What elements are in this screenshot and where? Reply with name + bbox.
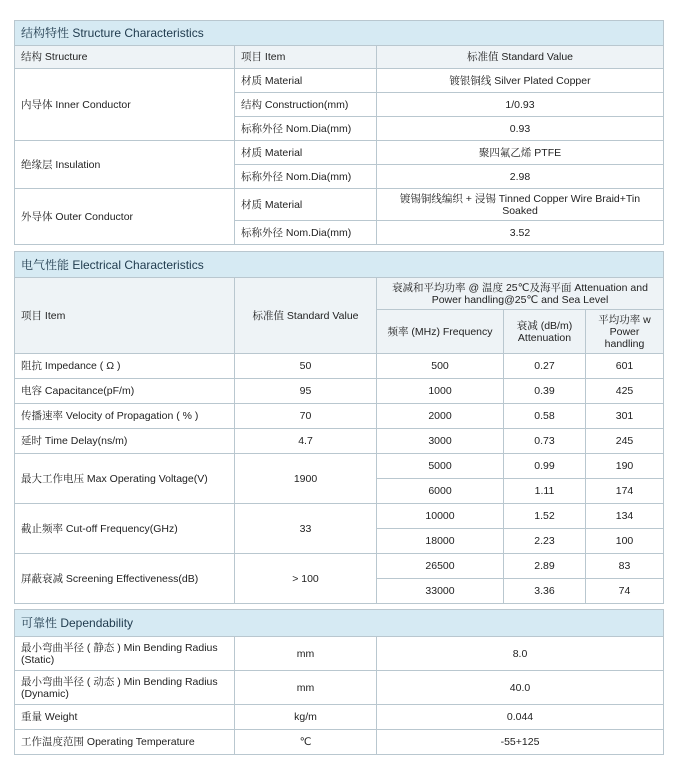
attenuation-cell: 0.73 [504,429,586,454]
item-label: 材质 Material [235,69,377,93]
param-value: 4.7 [235,429,377,454]
attenuation-cell: 2.23 [504,529,586,554]
param-value: > 100 [235,554,377,604]
item-value: 3.52 [377,221,664,245]
electrical-table [14,251,664,604]
attenuation-cell: 0.27 [504,354,586,379]
power-cell: 245 [586,429,664,454]
header-power-handling: 平均功率 w Power handling [586,310,664,354]
dependability-item: 最小弯曲半径 ( 静态 ) Min Bending Radius (Static) [15,637,235,671]
item-label: 材质 Material [235,189,377,221]
power-cell: 74 [586,579,664,604]
dependability-value: 40.0 [377,671,664,705]
param-name: 最大工作电压 Max Operating Voltage(V) [15,454,235,504]
freq-cell: 18000 [377,529,504,554]
attenuation-cell: 0.99 [504,454,586,479]
param-value: 70 [235,404,377,429]
param-value: 1900 [235,454,377,504]
item-label: 标称外径 Nom.Dia(mm) [235,117,377,141]
param-name: 屏蔽衰减 Screening Effectiveness(dB) [15,554,235,604]
power-cell: 301 [586,404,664,429]
power-cell: 190 [586,454,664,479]
attenuation-cell: 0.58 [504,404,586,429]
freq-cell: 10000 [377,504,504,529]
freq-cell: 5000 [377,454,504,479]
dependability-value: 8.0 [377,637,664,671]
param-name: 阻抗 Impedance ( Ω ) [15,354,235,379]
item-value: 镀锡铜线编织 + 浸锡 Tinned Copper Wire Braid+Tin Soaked [377,189,664,221]
item-value: 2.98 [377,165,664,189]
item-label: 材质 Material [235,141,377,165]
header-structure: 结构 Structure [15,46,235,69]
freq-cell: 500 [377,354,504,379]
power-cell: 134 [586,504,664,529]
dependability-unit: kg/m [235,705,377,730]
attenuation-cell: 2.89 [504,554,586,579]
header-standard-value: 标准值 Standard Value [235,278,377,354]
dependability-item: 重量 Weight [15,705,235,730]
dependability-unit: ℃ [235,730,377,755]
power-cell: 83 [586,554,664,579]
dependability-table [14,609,664,755]
power-cell: 601 [586,354,664,379]
item-value: 镀银铜线 Silver Plated Copper [377,69,664,93]
header-attenuation-power: 衰减和平均功率 @ 温度 25℃及海平面 Attenuation and Power handling@25℃ and Sea Level [377,278,664,310]
power-cell: 174 [586,479,664,504]
power-cell: 425 [586,379,664,404]
dependability-item: 工作温度范围 Operating Temperature [15,730,235,755]
header-attenuation: 衰减 (dB/m) Attenuation [504,310,586,354]
param-value: 50 [235,354,377,379]
item-label: 标称外径 Nom.Dia(mm) [235,221,377,245]
attenuation-cell: 1.52 [504,504,586,529]
param-value: 95 [235,379,377,404]
item-label: 标称外径 Nom.Dia(mm) [235,165,377,189]
param-value: 33 [235,504,377,554]
group-inner-conductor: 内导体 Inner Conductor [15,69,235,141]
freq-cell: 6000 [377,479,504,504]
freq-cell: 3000 [377,429,504,454]
header-item: 项目 Item [15,278,235,354]
param-name: 截止频率 Cut-off Frequency(GHz) [15,504,235,554]
header-item: 项目 Item [235,46,377,69]
dependability-unit: mm [235,637,377,671]
section-title-dependability: 可靠性 Dependability [15,610,664,637]
item-value: 1/0.93 [377,93,664,117]
attenuation-cell: 0.39 [504,379,586,404]
freq-cell: 26500 [377,554,504,579]
freq-cell: 33000 [377,579,504,604]
param-name: 电容 Capacitance(pF/m) [15,379,235,404]
param-name: 传播速率 Velocity of Propagation ( % ) [15,404,235,429]
freq-cell: 2000 [377,404,504,429]
param-name: 延时 Time Delay(ns/m) [15,429,235,454]
dependability-value: -55+125 [377,730,664,755]
header-standard-value: 标准值 Standard Value [377,46,664,69]
dependability-value: 0.044 [377,705,664,730]
header-frequency: 频率 (MHz) Frequency [377,310,504,354]
power-cell: 100 [586,529,664,554]
item-value: 聚四氟乙烯 PTFE [377,141,664,165]
section-title-structure: 结构特性 Structure Characteristics [15,21,664,46]
item-label: 结构 Construction(mm) [235,93,377,117]
group-insulation: 绝缘层 Insulation [15,141,235,189]
freq-cell: 1000 [377,379,504,404]
dependability-item: 最小弯曲半径 ( 动态 ) Min Bending Radius (Dynamic) [15,671,235,705]
structure-table [14,20,664,245]
attenuation-cell: 3.36 [504,579,586,604]
section-title-electrical: 电气性能 Electrical Characteristics [15,252,664,278]
attenuation-cell: 1.11 [504,479,586,504]
item-value: 0.93 [377,117,664,141]
dependability-unit: mm [235,671,377,705]
group-outer-conductor: 外导体 Outer Conductor [15,189,235,245]
